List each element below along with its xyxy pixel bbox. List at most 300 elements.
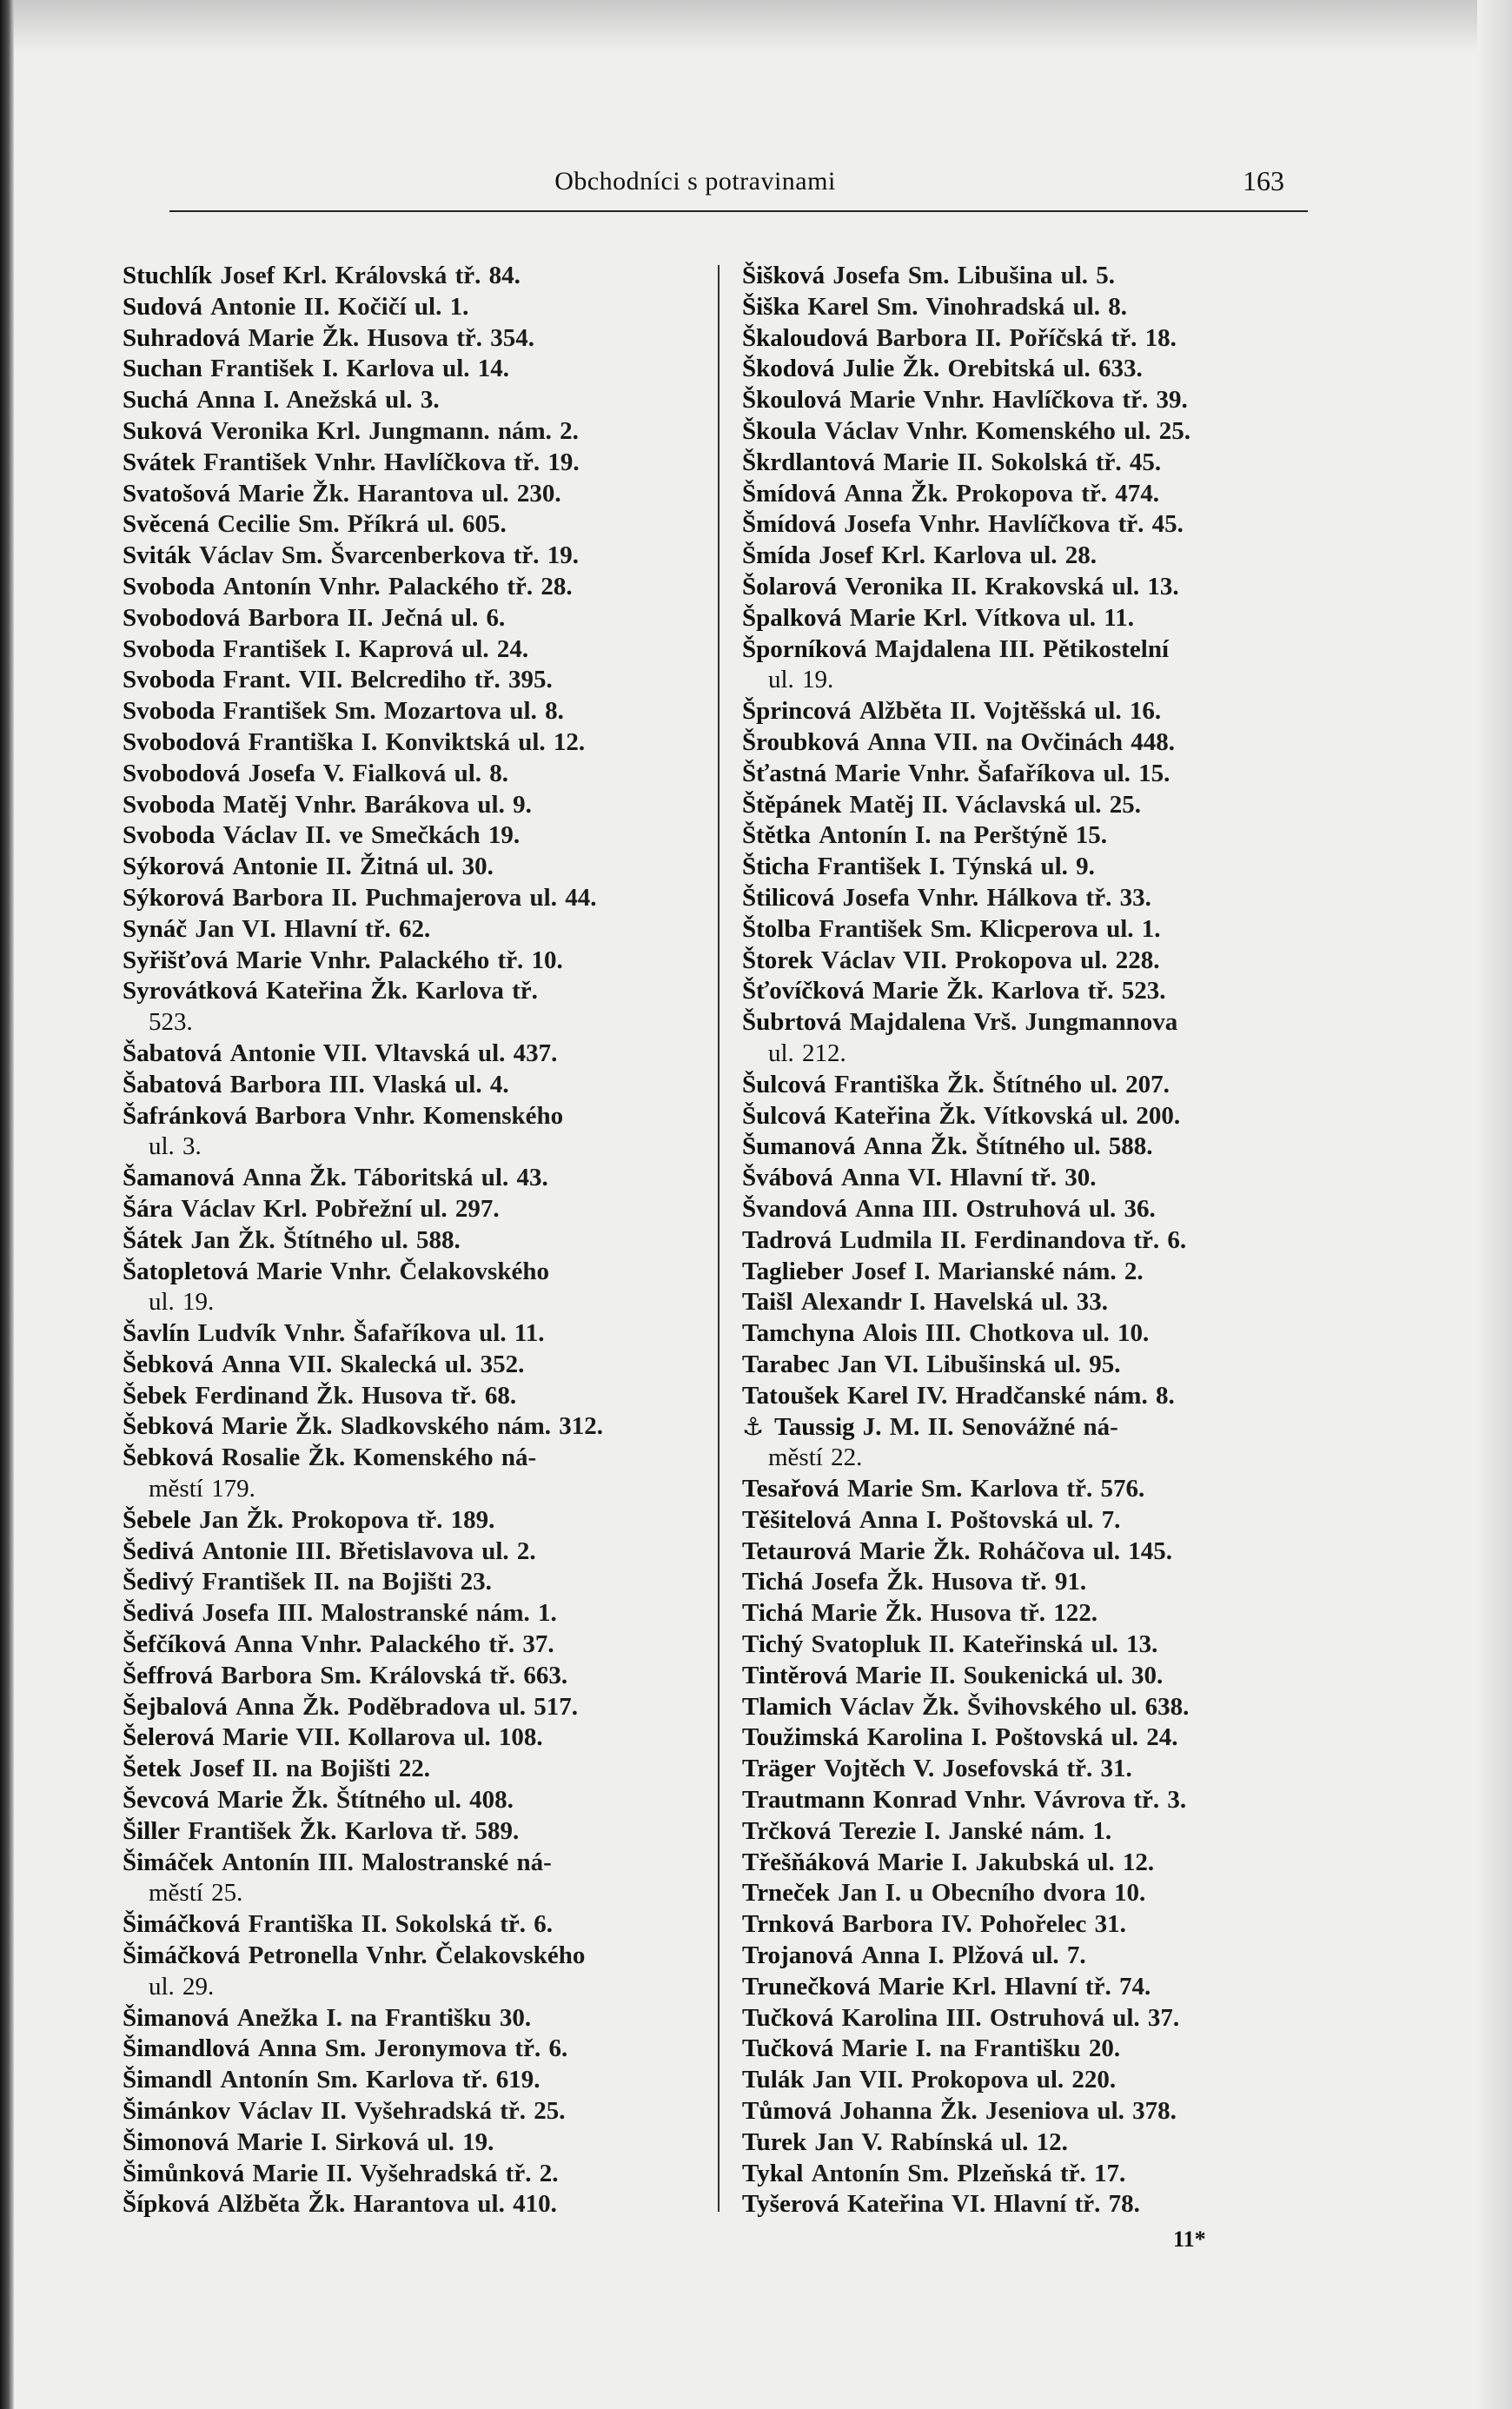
header-rule: [169, 210, 1308, 212]
directory-entry: [742, 1661, 1311, 1692]
entry-surname: Trneček: [742, 1879, 830, 1908]
entry-surname: Šimáček: [123, 1848, 214, 1876]
entry-surname: Šimánkov: [123, 2097, 231, 2126]
directory-entry: [123, 1816, 696, 1848]
scan-edge-left: [0, 0, 14, 2409]
directory-entry: [123, 727, 696, 759]
directory-entry: [742, 1318, 1311, 1350]
entry-surname: Šťovíčková: [742, 977, 865, 1005]
directory-entry: [123, 1350, 696, 1381]
entry-details: Františka Žk. Štítného ul. 207.: [833, 1070, 1170, 1098]
entry-details: Antonie III. Břetislavova ul. 2.: [202, 1536, 536, 1565]
directory-entry: [742, 1411, 1311, 1443]
entry-surname: Suchan: [123, 355, 202, 383]
directory-entry: [742, 1692, 1311, 1723]
entry-details: Josefa Vnhr. Havlíčkova tř. 45.: [844, 510, 1184, 539]
entry-details: Marie Vnhr. Palackého tř. 10.: [235, 946, 563, 974]
directory-entry: [742, 1070, 1311, 1101]
entry-surname: Šetek: [123, 1755, 182, 1783]
entry-surname: Škaloudová: [742, 323, 869, 352]
continuation-text: ul. 19.: [768, 666, 834, 694]
entry-surname: Šedivý: [123, 1568, 195, 1596]
directory-entry: [123, 2159, 696, 2190]
directory-entry: [742, 727, 1311, 759]
directory-entry: [123, 665, 696, 696]
entry-surname: Ševcová: [123, 1786, 209, 1815]
entry-details: František II. na Bojišti 23.: [202, 1568, 492, 1596]
directory-entry: [123, 2189, 696, 2220]
directory-entry: [742, 1287, 1311, 1318]
entry-details: Anna Žk. Prokopova tř. 474.: [844, 479, 1160, 508]
directory-entry: [123, 852, 696, 883]
entry-details: František Sm. Mozartova ul. 8.: [222, 697, 564, 726]
directory-entry: [742, 448, 1311, 479]
directory-entry: [123, 1754, 696, 1785]
entry-surname: Svoboda: [123, 666, 216, 694]
entry-details: Veronika II. Krakovská ul. 13.: [845, 572, 1179, 601]
entry-surname: Tetaurová: [742, 1536, 852, 1565]
entry-details: Barbora II. Puchmajerova ul. 44.: [232, 883, 597, 912]
directory-entry: [742, 1598, 1311, 1629]
entry-surname: Tykal: [742, 2159, 804, 2187]
entry-surname: Svoboda: [123, 821, 216, 850]
entry-surname: Tučková: [742, 2034, 834, 2063]
entry-details: Václav Krl. Pobřežní ul. 297.: [181, 1194, 500, 1223]
entry-continuation: [123, 1474, 696, 1505]
entry-surname: Tichá: [742, 1599, 804, 1628]
directory-entry: [123, 1101, 696, 1132]
entry-surname: Tulák: [742, 2066, 805, 2094]
entry-details: Marie I. Jakubská ul. 12.: [877, 1848, 1155, 1876]
entry-details: Svatopluk II. Kateřinská ul. 13.: [811, 1630, 1158, 1659]
entry-details: Josefa Žk. Husova tř. 91.: [811, 1568, 1087, 1596]
entry-surname: Šimandlová: [123, 2034, 250, 2063]
directory-entry: [742, 1567, 1311, 1598]
entry-surname: Svatošová: [123, 479, 231, 508]
entry-surname: Tadrová: [742, 1225, 832, 1254]
entry-details: Jan VII. Prokopova ul. 220.: [812, 2066, 1117, 2094]
directory-entry: [123, 1194, 696, 1225]
directory-entry: [742, 1381, 1311, 1412]
entry-surname: Škoulová: [742, 386, 842, 415]
entry-surname: Šabatová: [123, 1039, 222, 1067]
entry-details: Antonie II. Žitná ul. 30.: [232, 853, 494, 881]
directory-entry: [742, 1536, 1311, 1568]
entry-surname: Šubrtová: [742, 1008, 842, 1037]
entry-details: Anna VII. Skalecká ul. 352.: [222, 1350, 525, 1378]
entry-details: Barbora III. Vlaská ul. 4.: [229, 1070, 509, 1098]
entry-surname: Šimanová: [123, 2003, 229, 2032]
directory-entry: [742, 1350, 1311, 1381]
directory-entry: [123, 1505, 696, 1536]
directory-entry: [123, 1629, 696, 1661]
entry-surname: Taglieber: [742, 1257, 844, 1285]
entry-surname: Suchá: [123, 386, 189, 415]
directory-entry: [123, 2065, 696, 2096]
entry-surname: Šišková: [742, 262, 826, 289]
scan-edge-right: [1477, 0, 1512, 2409]
directory-entry: [123, 1909, 696, 1941]
directory-entry: [123, 2096, 696, 2127]
directory-entry: [123, 1381, 696, 1412]
entry-details: Františka I. Konviktská ul. 12.: [248, 727, 586, 756]
entry-surname: Šabatová: [123, 1070, 222, 1098]
directory-entry: [742, 976, 1311, 1007]
directory-entry: [123, 448, 696, 479]
entry-details: František Vnhr. Havlíčkova tř. 19.: [203, 448, 580, 476]
directory-entry: [742, 1972, 1311, 2003]
entry-surname: Svoboda: [123, 790, 216, 819]
entry-surname: Tůmová: [742, 2097, 832, 2126]
entry-details: Marie II. Soukenická ul. 30.: [855, 1661, 1164, 1689]
entry-surname: Štilicová: [742, 883, 835, 912]
entry-details: Jan V. Rabínská ul. 12.: [814, 2127, 1068, 2156]
entry-surname: Šťastná: [742, 759, 827, 787]
entry-details: J. M. II. Senovážné ná-: [862, 1413, 1118, 1442]
entry-details: Anna Žk. Štítného ul. 588.: [863, 1132, 1153, 1161]
entry-details: Anna I. Anežská ul. 3.: [196, 386, 440, 415]
entry-details: Josef II. na Bojišti 22.: [189, 1755, 430, 1783]
directory-entry: [742, 1474, 1311, 1505]
directory-entry: [742, 261, 1311, 292]
entry-surname: Štorek: [742, 946, 813, 974]
directory-entry: [123, 1598, 696, 1629]
scan-edge-top: [0, 0, 1512, 52]
entry-details: Jan Žk. Štítného ul. 588.: [190, 1225, 461, 1254]
entry-surname: Šmídová: [742, 510, 836, 539]
entry-details: Kateřina Žk. Vítkovská ul. 200.: [833, 1101, 1181, 1130]
directory-entry: [123, 976, 696, 1007]
continuation-text: ul. 212.: [768, 1039, 846, 1067]
entry-details: Marie Žk. Sladkovského nám. 312.: [222, 1412, 604, 1441]
entry-surname: Sudová: [123, 292, 202, 321]
directory-entry: [742, 2003, 1311, 2034]
directory-entry: [123, 2034, 696, 2065]
entry-details: Marie Žk. Roháčova ul. 145.: [859, 1536, 1172, 1565]
entry-details: Josef Krl. Karlova ul. 28.: [819, 541, 1097, 570]
entry-details: Ferdinand Žk. Husova tř. 68.: [195, 1381, 517, 1410]
entry-surname: Štolba: [742, 914, 811, 943]
entry-details: Anna III. Ostruhová ul. 36.: [855, 1194, 1156, 1223]
entry-continuation: [742, 1443, 1311, 1474]
directory-entry: [742, 883, 1311, 914]
directory-entry: [123, 603, 696, 634]
left-column: [123, 261, 696, 2220]
entry-details: Marie II. Vyšehradská tř. 2.: [252, 2159, 559, 2187]
directory-entry: [742, 1754, 1311, 1785]
entry-surname: Tintěrová: [742, 1661, 848, 1689]
entry-surname: Škrdlantová: [742, 448, 876, 476]
entry-details: Karel Sm. Vinohradská ul. 8.: [807, 292, 1127, 321]
entry-surname: Suková: [123, 416, 202, 445]
entry-surname: Svobodová: [123, 759, 241, 787]
column-divider: [718, 265, 720, 2212]
entry-surname: Šulcová: [742, 1070, 826, 1098]
directory-entry: [742, 323, 1311, 355]
entry-surname: Šolarová: [742, 572, 838, 601]
directory-entry: [123, 323, 696, 355]
entry-surname: Taussig: [774, 1413, 855, 1442]
directory-entry: [742, 2127, 1311, 2159]
entry-details: Ludmila II. Ferdinandova tř. 6.: [839, 1225, 1187, 1254]
page-number: 163: [1243, 165, 1284, 196]
directory-entry: [742, 914, 1311, 946]
directory-entry: [123, 1536, 696, 1568]
entry-details: Antonín Sm. Karlova tř. 619.: [220, 2066, 540, 2094]
entry-details: Anna I. Poštovská ul. 7.: [859, 1505, 1121, 1534]
directory-entry: [123, 1692, 696, 1723]
directory-entry: [123, 696, 696, 727]
directory-entry: [742, 1722, 1311, 1754]
directory-entry: [123, 354, 696, 385]
entry-details: Konrad Vnhr. Vávrova tř. 3.: [872, 1786, 1187, 1815]
entry-details: Marie Žk. Štítného ul. 408.: [217, 1786, 514, 1815]
anchor-icon: ⚓: [742, 1412, 765, 1442]
directory-entry: [742, 1101, 1311, 1132]
entry-details: Anna Žk. Poděbradova ul. 517.: [235, 1692, 579, 1721]
entry-surname: Štěpánek: [742, 790, 842, 819]
entry-surname: Svobodová: [123, 603, 241, 632]
entry-details: Petronella Vnhr. Čelakovského: [248, 1941, 586, 1970]
directory-entry: [742, 572, 1311, 603]
entry-surname: Tichý: [742, 1630, 804, 1659]
entry-details: Marie Vnhr. Šafaříkova ul. 15.: [834, 759, 1170, 787]
directory-entry: [742, 603, 1311, 634]
entry-details: Marie Žk. Karlova tř. 523.: [872, 977, 1166, 1005]
entry-details: Anna VII. na Ovčinách 448.: [867, 727, 1176, 756]
entry-details: Ludvík Vnhr. Šafaříkova ul. 11.: [197, 1319, 545, 1348]
entry-surname: Šebková: [123, 1350, 214, 1378]
directory-entry: [123, 883, 696, 914]
entry-surname: Šimůnková: [123, 2159, 245, 2187]
entry-surname: Šmída: [742, 541, 811, 570]
entry-surname: Šimandl: [123, 2066, 213, 2094]
directory-entry: [742, 759, 1311, 790]
entry-surname: Träger: [742, 1755, 816, 1783]
entry-details: Anna Sm. Jeronymova tř. 6.: [257, 2034, 568, 2063]
entry-details: Josefa Sm. Libušina ul. 5.: [832, 262, 1116, 289]
entry-surname: Trunečková: [742, 1972, 871, 2001]
entry-details: Barbora Vnhr. Komenského: [255, 1101, 564, 1130]
entry-details: Alois III. Chotkova ul. 10.: [862, 1319, 1150, 1348]
entry-details: Václav II. Vyšehradská tř. 25.: [238, 2097, 566, 2126]
entry-surname: Šatopletová: [123, 1257, 249, 1285]
entry-surname: Trčková: [742, 1816, 832, 1845]
entry-surname: Švábová: [742, 1164, 833, 1192]
entry-details: Josefa V. Fialková ul. 8.: [248, 759, 509, 787]
entry-details: Majdalena III. Pětikostelní: [874, 634, 1170, 663]
directory-entry: [123, 1070, 696, 1101]
entry-details: Marie II. Sokolská tř. 45.: [883, 448, 1162, 476]
entry-surname: Taišl: [742, 1288, 793, 1317]
directory-entry: [123, 509, 696, 541]
entry-surname: Šumanová: [742, 1132, 856, 1161]
entry-details: Cecilie Sm. Příkrá ul. 605.: [217, 510, 507, 539]
directory-entry: [123, 541, 696, 572]
entry-details: Marie I. na Františku 20.: [841, 2034, 1121, 2063]
entry-surname: Štětka: [742, 821, 811, 850]
directory-entry: [123, 1411, 696, 1443]
directory-entry: [123, 2003, 696, 2034]
directory-entry: [742, 509, 1311, 541]
entry-surname: Šulcová: [742, 1101, 826, 1130]
directory-entry: [123, 1567, 696, 1598]
directory-entry: [742, 1909, 1311, 1941]
entry-surname: Šporníková: [742, 634, 867, 663]
directory-entry: [123, 1163, 696, 1194]
continuation-text: městí 25.: [149, 1879, 243, 1908]
entry-surname: Tesařová: [742, 1475, 839, 1503]
entry-surname: Šelerová: [123, 1723, 215, 1752]
entry-details: Kateřina VI. Hlavní tř. 78.: [846, 2190, 1140, 2219]
entry-surname: Šedivá: [123, 1536, 195, 1565]
directory-entry: [742, 385, 1311, 416]
entry-surname: Šimáčková: [123, 1941, 241, 1970]
entry-surname: Šamanová: [123, 1164, 235, 1192]
entry-surname: Svobodová: [123, 727, 241, 756]
directory-entry: [123, 1318, 696, 1350]
entry-details: Václav Sm. Švarcenberkova tř. 19.: [199, 541, 580, 570]
entry-surname: Syrovátková: [123, 977, 258, 1005]
directory-entry: [123, 1941, 696, 1972]
entry-surname: Šimonová: [123, 2127, 229, 2156]
continuation-text: městí 22.: [768, 1443, 863, 1472]
entry-surname: Šafránková: [123, 1101, 248, 1130]
directory-entry: [123, 261, 696, 292]
entry-details: Josef I. Marianské nám. 2.: [851, 1257, 1144, 1285]
directory-entry: [123, 946, 696, 977]
entry-surname: Trnková: [742, 1910, 834, 1939]
entry-surname: Tamchyna: [742, 1319, 855, 1348]
entry-details: Antonín III. Malostranské ná-: [221, 1848, 552, 1876]
entry-details: Jan Žk. Prokopova tř. 189.: [199, 1505, 495, 1534]
entry-details: Josef Krl. Královská tř. 84.: [220, 262, 521, 289]
entry-surname: Šejbalová: [123, 1692, 228, 1721]
entry-surname: Šípková: [123, 2190, 209, 2219]
directory-entry: [742, 1257, 1311, 1288]
entry-details: Karolina III. Ostruhová ul. 37.: [841, 2003, 1180, 2032]
entry-details: Antonín I. na Perštýně 15.: [819, 821, 1108, 850]
entry-details: Marie Krl. Hlavní tř. 74.: [878, 1972, 1151, 2001]
directory-entry: [123, 914, 696, 946]
directory-entry: [742, 2096, 1311, 2127]
entry-surname: Šeffrová: [123, 1661, 214, 1689]
directory-entry: [742, 1505, 1311, 1536]
entry-continuation: [742, 665, 1311, 696]
entry-details: Matěj Vnhr. Barákova ul. 9.: [222, 790, 532, 819]
entry-details: Marie Vnhr. Čelakovského: [256, 1257, 549, 1285]
entry-continuation: [123, 1287, 696, 1318]
directory-entry: [742, 354, 1311, 385]
directory-entry: [742, 2065, 1311, 2096]
entry-details: Matěj II. Václavská ul. 25.: [849, 790, 1141, 819]
directory-entry: [123, 820, 696, 852]
directory-entry: [123, 1785, 696, 1816]
continuation-text: městí 179.: [149, 1475, 255, 1503]
entry-surname: Třešňáková: [742, 1848, 870, 1876]
directory-entry: [123, 479, 696, 510]
directory-entry: [123, 790, 696, 821]
directory-entry: [742, 416, 1311, 448]
entry-surname: Šroubková: [742, 727, 859, 756]
directory-entry: [742, 2034, 1311, 2065]
directory-entry: [123, 385, 696, 416]
entry-surname: Svoboda: [123, 697, 216, 726]
directory-entry: [742, 292, 1311, 323]
entry-details: Julie Žk. Orebitská ul. 633.: [842, 355, 1143, 383]
directory-entry: [123, 1443, 696, 1474]
entry-details: Antonín Vnhr. Palackého tř. 28.: [222, 572, 573, 601]
entry-surname: Šedivá: [123, 1599, 195, 1628]
entry-details: Alexandr I. Havelská ul. 33.: [800, 1288, 1108, 1317]
entry-details: Jan VI. Hlavní tř. 62.: [195, 914, 431, 943]
entry-surname: Těšitelová: [742, 1505, 852, 1534]
entry-details: Marie Žk. Harantova ul. 230.: [238, 479, 561, 508]
entry-surname: Tlamich: [742, 1692, 832, 1721]
entry-details: Karel IV. Hradčanské nám. 8.: [847, 1381, 1175, 1410]
entry-details: Barbora II. Poříčská tř. 18.: [876, 323, 1177, 352]
entry-surname: Svátek: [123, 448, 196, 476]
entry-details: Václav II. ve Smečkách 19.: [222, 821, 521, 850]
entry-details: Rosalie Žk. Komenského ná-: [222, 1443, 537, 1472]
directory-entry: [742, 696, 1311, 727]
continuation-text: ul. 3.: [149, 1132, 202, 1161]
entry-details: Marie Žk. Husova tř. 354.: [248, 323, 535, 352]
directory-entry: [742, 1785, 1311, 1816]
entry-surname: Tatoušek: [742, 1381, 839, 1410]
directory-entry: [742, 1629, 1311, 1661]
entry-continuation: [123, 1007, 696, 1039]
entry-surname: Šebele: [123, 1505, 191, 1534]
entry-continuation: [123, 1972, 696, 2003]
entry-details: Barbora Sm. Královská tř. 663.: [221, 1661, 568, 1689]
entry-surname: Trojanová: [742, 1941, 853, 1970]
directory-entry: [123, 1257, 696, 1288]
directory-entry: [123, 1225, 696, 1257]
directory-entry: [742, 852, 1311, 883]
entry-details: Antonie VII. Vltavská ul. 437.: [229, 1039, 558, 1067]
directory-entry: [123, 2127, 696, 2159]
entry-surname: Švandová: [742, 1194, 847, 1223]
directory-entry: [742, 1194, 1311, 1225]
entry-details: Marie Sm. Karlova tř. 576.: [846, 1475, 1145, 1503]
directory-entry: [742, 634, 1311, 666]
entry-surname: Šprincová: [742, 697, 852, 726]
entry-surname: Šefčíková: [123, 1630, 227, 1659]
entry-surname: Tichá: [742, 1568, 804, 1596]
entry-surname: Šavlín: [123, 1319, 190, 1348]
entry-surname: Šátek: [123, 1225, 183, 1254]
running-header-title: Obchodníci s potravinami: [554, 167, 836, 196]
entry-details: Václav VII. Prokopova ul. 228.: [820, 946, 1160, 974]
entry-surname: Svoboda: [123, 572, 216, 601]
continuation-text: ul. 19.: [149, 1288, 215, 1317]
entry-surname: Šiška: [742, 292, 800, 321]
entry-details: Marie Vnhr. Havlíčkova tř. 39.: [849, 386, 1188, 415]
directory-entry: [742, 1848, 1311, 1879]
entry-details: Anna I. Plžová ul. 7.: [861, 1941, 1086, 1970]
entry-details: Anna Vnhr. Palackého tř. 37.: [234, 1630, 554, 1659]
entry-details: Barbora IV. Pohořelec 31.: [842, 1910, 1126, 1939]
directory-entry: [123, 292, 696, 323]
entry-surname: Tučková: [742, 2003, 834, 2032]
signature-mark: 11*: [1173, 2226, 1206, 2252]
entry-details: Vojtěch V. Josefovská tř. 31.: [824, 1755, 1132, 1783]
entry-surname: Sýkorová: [123, 883, 225, 912]
entry-details: František Sm. Klicperova ul. 1.: [819, 914, 1161, 943]
directory-entry: [742, 1163, 1311, 1194]
entry-surname: Synáč: [123, 914, 188, 943]
